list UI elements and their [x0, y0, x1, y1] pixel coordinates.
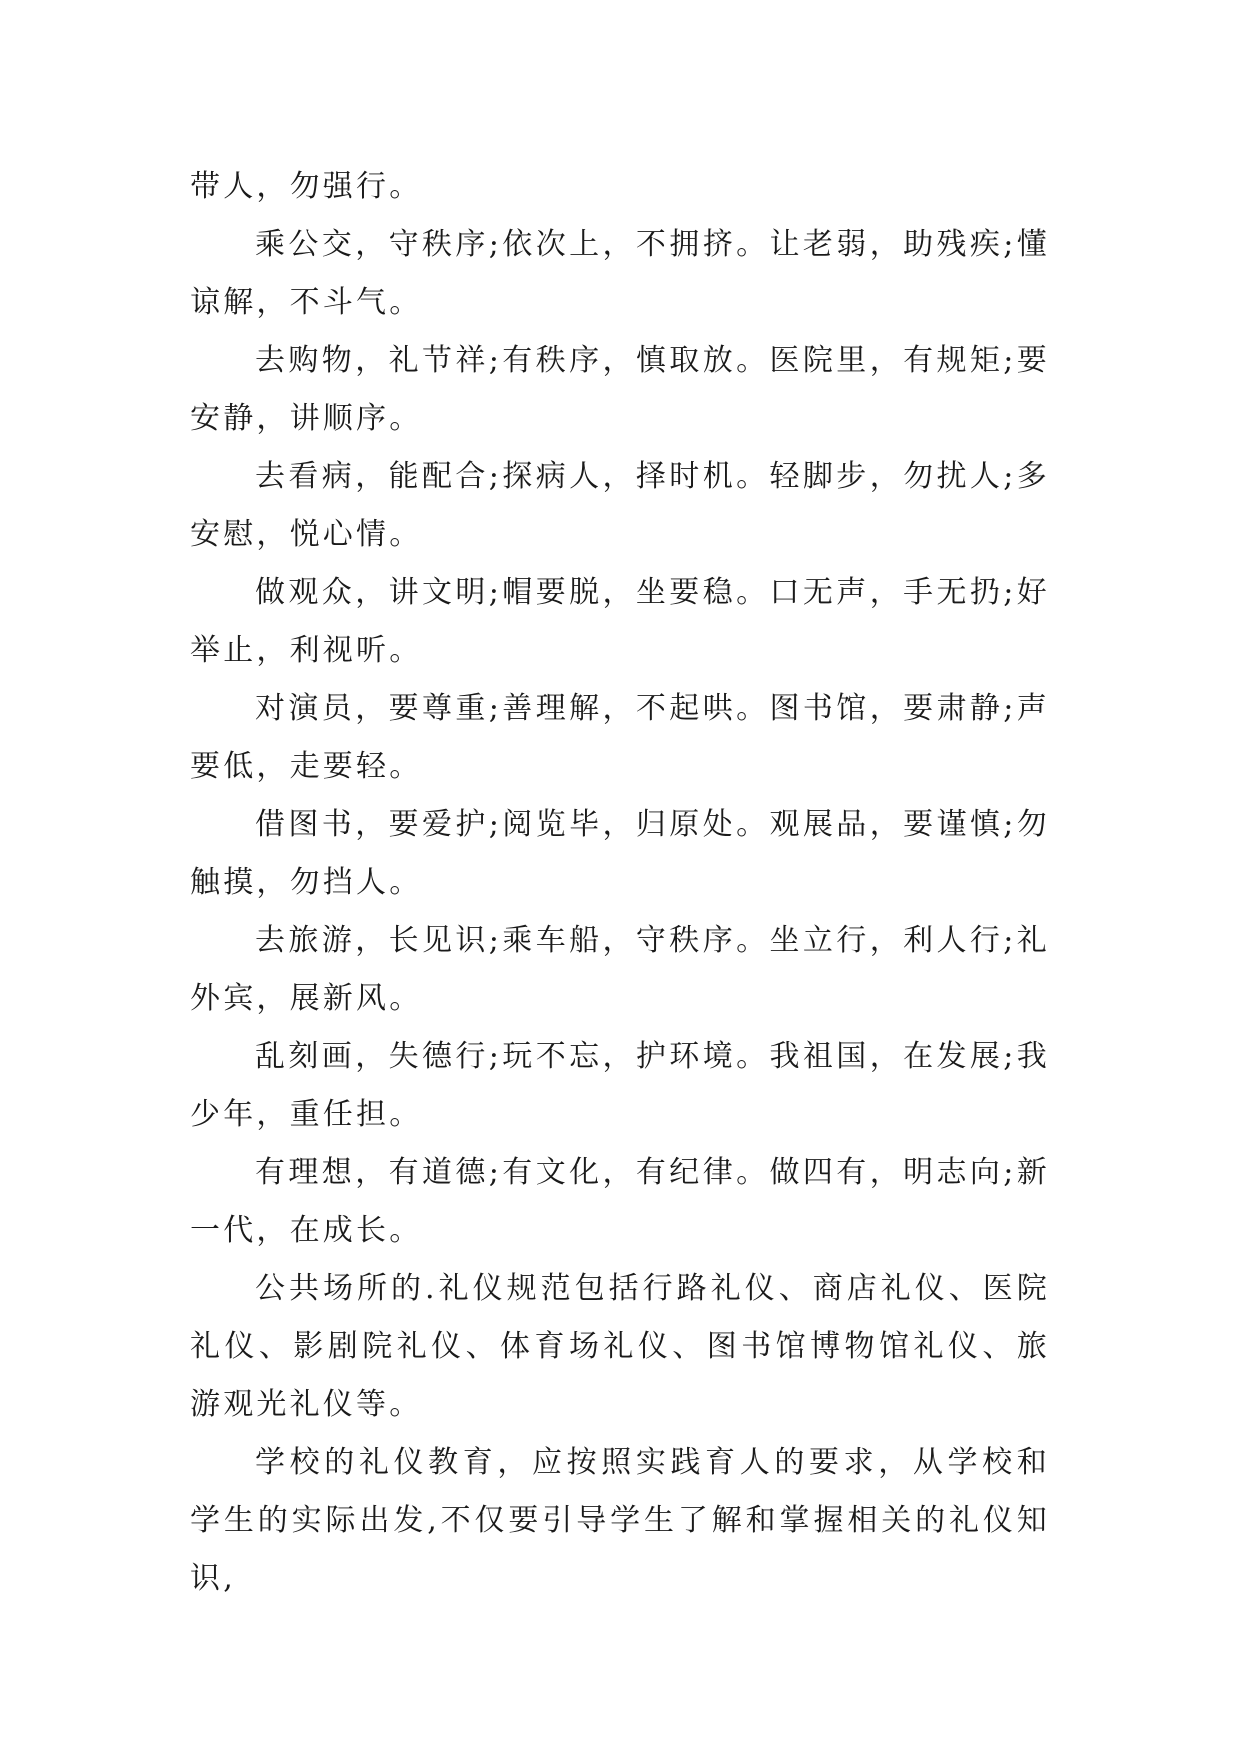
- paragraph: 去旅游，长见识;乘车船，守秩序。坐立行，利人行;礼外宾，展新风。: [190, 923, 1050, 1016]
- paragraph: 借图书，要爱护;阅览毕，归原处。观展品，要谨慎;勿触摸，勿挡人。: [190, 807, 1050, 900]
- paragraph: 公共场所的.礼仪规范包括行路礼仪、商店礼仪、医院礼仪、影剧院礼仪、体育场礼仪、图书馆博物馆礼仪、旅游观光礼仪等。: [190, 1271, 1050, 1422]
- paragraph: 乱刻画，失德行;玩不忘，护环境。我祖国，在发展;我少年，重任担。: [190, 1039, 1050, 1132]
- paragraph: 乘公交，守秩序;依次上，不拥挤。让老弱，助残疾;懂谅解，不斗气。: [190, 227, 1050, 320]
- paragraph: 去购物，礼节祥;有秩序，慎取放。医院里，有规矩;要安静，讲顺序。: [190, 343, 1050, 436]
- paragraph: 学校的礼仪教育，应按照实践育人的要求，从学校和学生的实际出发,不仅要引导学生了解和掌握相关的礼仪知识,: [190, 1445, 1050, 1596]
- paragraph: 带人，勿强行。: [190, 169, 423, 204]
- paragraph: 对演员，要尊重;善理解，不起哄。图书馆，要肃静;声要低，走要轻。: [190, 691, 1050, 784]
- document-body: [190, 158, 1050, 1608]
- paragraph: 有理想，有道德;有文化，有纪律。做四有，明志向;新一代，在成长。: [190, 1155, 1050, 1248]
- paragraph: 做观众，讲文明;帽要脱，坐要稳。口无声，手无扔;好举止，利视听。: [190, 575, 1050, 668]
- paragraph: 去看病，能配合;探病人，择时机。轻脚步，勿扰人;多安慰，悦心情。: [190, 459, 1050, 552]
